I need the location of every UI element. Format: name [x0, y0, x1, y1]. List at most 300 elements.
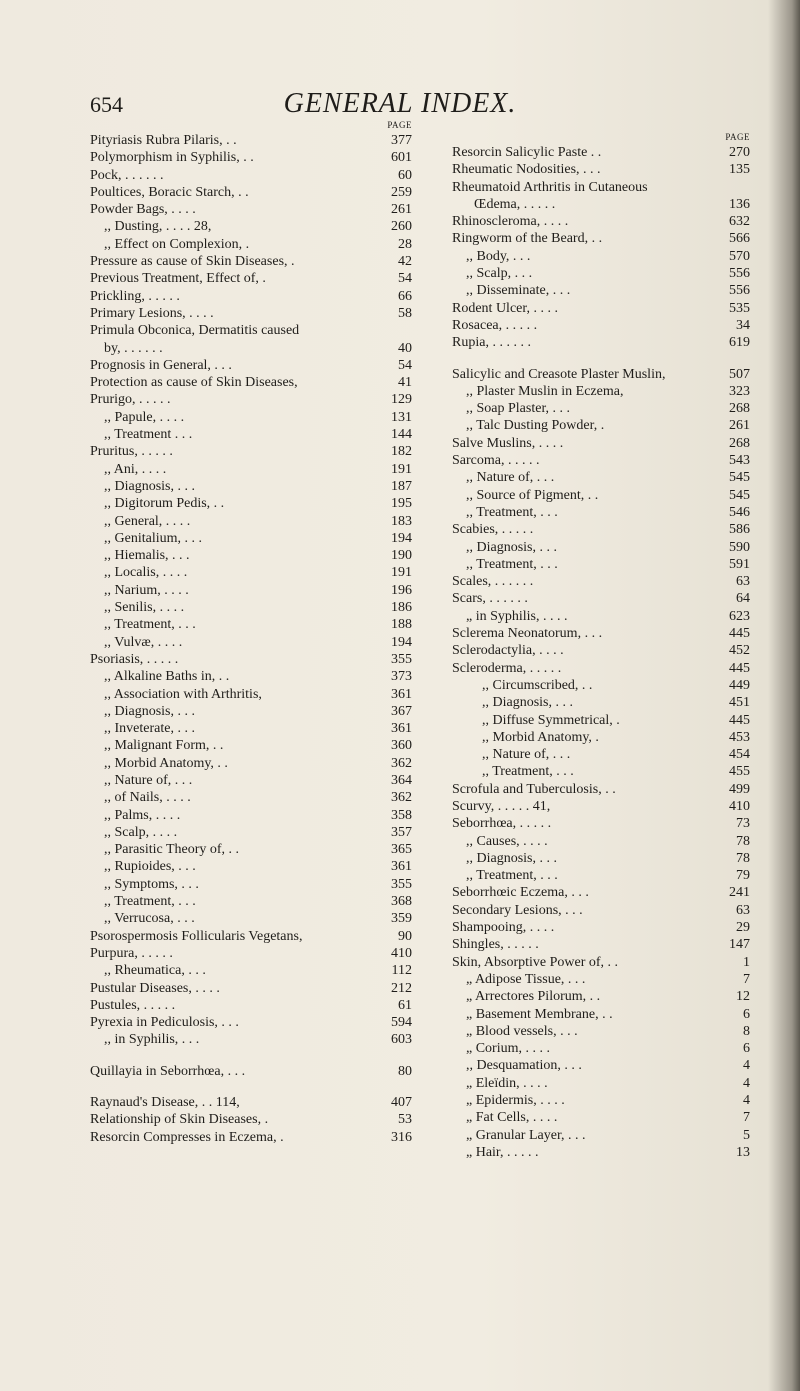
entry-term: ,, Disseminate, . . . [466, 283, 571, 299]
entry-page-ref: 632 [729, 214, 750, 230]
index-entry [90, 841, 422, 858]
entry-term: Primula Obconica, Dermatitis caused [90, 323, 300, 339]
index-entry [452, 230, 790, 247]
entry-term: ,, Senilis, . . . . [104, 600, 185, 616]
entry-page-ref: 601 [391, 150, 412, 166]
index-entry [90, 253, 422, 270]
index-entry [452, 1057, 790, 1074]
index-entry [452, 452, 790, 469]
entry-term: ,, Source of Pigment, . . [466, 487, 599, 503]
entry-term: „ Arrectores Pilorum, . . [466, 989, 601, 1005]
index-entry [90, 461, 422, 478]
entry-term: Rheumatic Nodosities, . . . [452, 162, 601, 178]
entry-page-ref: 355 [391, 651, 412, 667]
entry-term: Rodent Ulcer, . . . . [452, 300, 558, 316]
index-entry [90, 668, 422, 685]
entry-term: ,, Plaster Muslin in Eczema, [466, 383, 624, 399]
entry-term: Scleroderma, . . . . . [452, 660, 562, 676]
entry-term: Resorcin Salicylic Paste . . [452, 145, 602, 160]
entry-term: ,, in Syphilis, . . . [104, 1032, 200, 1048]
entry-term: Salicylic and Creasote Plaster Muslin, [452, 366, 666, 382]
index-entry [452, 1040, 790, 1057]
entry-term: Sclerodactylia, . . . . [452, 643, 564, 659]
entry-page-ref: 453 [729, 729, 750, 745]
index-entry [452, 625, 790, 642]
entry-page-ref: 7 [743, 971, 750, 987]
entry-term: ,, Desquamation, . . . [466, 1058, 582, 1074]
page-column-header: PAGE [725, 132, 750, 142]
index-entry [90, 478, 422, 495]
page-column-header: PAGE [387, 120, 412, 130]
index-entry [90, 651, 422, 668]
entry-page-ref: 40 [398, 340, 412, 356]
entry-page-ref: 188 [391, 617, 412, 633]
entry-term: ,, Vulvæ, . . . . [104, 634, 183, 650]
entry-page-ref: 64 [736, 591, 750, 607]
index-entry [452, 833, 790, 850]
entry-page-ref: 586 [729, 522, 750, 538]
entry-page-ref: 7 [743, 1110, 750, 1126]
index-entry [90, 858, 422, 875]
entry-page-ref: 454 [729, 747, 750, 763]
entry-page-ref: 194 [391, 530, 412, 546]
entry-term: Psorospermosis Follicularis Vegetans, [90, 928, 303, 944]
index-entry [90, 962, 422, 979]
entry-term: ,, Malignant Form, . . [104, 738, 224, 754]
index-entry [90, 634, 422, 651]
entry-page-ref: 28 [398, 236, 412, 252]
entry-term: Rhinoscleroma, . . . . [452, 214, 569, 230]
entry-term: ,, Treatment, . . . [466, 868, 558, 884]
entry-page-ref: 364 [391, 772, 412, 788]
entry-page-ref: 4 [743, 1093, 750, 1109]
index-entry [452, 521, 790, 538]
index-entry [90, 547, 422, 564]
index-entry [452, 608, 790, 625]
entry-page-ref: 359 [391, 911, 412, 927]
entry-page-ref: 570 [729, 248, 750, 264]
index-entry [452, 712, 790, 729]
entry-page-ref: 144 [391, 427, 412, 443]
index-entry [90, 582, 422, 599]
entry-term: Protection as cause of Skin Diseases, [90, 375, 298, 391]
entry-page-ref: 358 [391, 807, 412, 823]
entry-term: ,, Causes, . . . . [466, 833, 548, 849]
index-entry [90, 945, 422, 962]
index-entry [452, 729, 790, 746]
entry-page-ref: 5 [743, 1127, 750, 1143]
index-entry [452, 1144, 790, 1161]
entry-page-ref: 12 [736, 989, 750, 1005]
index-entry [90, 218, 422, 235]
entry-page-ref: 8 [743, 1023, 750, 1039]
entry-term: ,, Symptoms, . . . [104, 876, 199, 892]
index-entry [90, 322, 422, 339]
index-entry [452, 487, 790, 504]
entry-term: ,, Scalp, . . . . [104, 824, 178, 840]
entry-page-ref: 29 [736, 920, 750, 936]
entry-page-ref: 13 [736, 1144, 750, 1160]
index-entry [90, 1111, 422, 1128]
entry-page-ref: 183 [391, 513, 412, 529]
entry-term: Prognosis in General, . . . [90, 357, 232, 373]
index-entry [90, 720, 422, 737]
entry-term: ,, Body, . . . [466, 248, 531, 264]
entry-page-ref: 63 [736, 902, 750, 918]
entry-term: „ Blood vessels, . . . [466, 1023, 578, 1039]
entry-page-ref: 195 [391, 496, 412, 512]
page-number: 654 [90, 92, 123, 117]
index-entry [452, 936, 790, 953]
entry-page-ref: 259 [391, 184, 412, 200]
entry-page-ref: 619 [729, 335, 750, 351]
entry-term: ,, Talc Dusting Powder, . [466, 418, 605, 434]
entry-page-ref: 407 [391, 1095, 412, 1111]
index-column-right [452, 120, 790, 1161]
entry-term: ,, Diagnosis, . . . [104, 703, 195, 719]
entry-page-ref: 499 [729, 781, 750, 797]
index-entry [452, 539, 790, 556]
entry-term: ,, Digitorum Pedis, . . [104, 496, 225, 512]
entry-page-ref: 131 [391, 409, 412, 425]
index-entry [90, 737, 422, 754]
index-entry [452, 677, 790, 694]
index-entry [90, 824, 422, 841]
entry-term: Pityriasis Rubra Pilaris, . . [90, 133, 237, 148]
entry-page-ref: 355 [391, 876, 412, 892]
index-entry [452, 248, 790, 265]
entry-page-ref: 445 [729, 626, 750, 642]
entry-page-ref: 79 [736, 868, 750, 884]
entry-term: ,, Scalp, . . . [466, 266, 533, 282]
index-entry [90, 1014, 422, 1031]
entry-page-ref: 60 [398, 167, 412, 183]
entry-term: Rupia, . . . . . . [452, 335, 531, 351]
index-entry [90, 564, 422, 581]
index-entry [452, 988, 790, 1005]
index-entry [90, 443, 422, 460]
entry-term: ,, Diagnosis, . . . [466, 850, 557, 866]
index-entry [90, 1031, 422, 1048]
entry-term: ,, Effect on Complexion, . [104, 236, 250, 252]
entry-term: ,, Morbid Anatomy, . [482, 729, 599, 745]
index-entry [90, 340, 422, 357]
index-entry [90, 980, 422, 997]
index-entry [90, 513, 422, 530]
entry-page-ref: 63 [736, 574, 750, 590]
index-entry [452, 954, 790, 971]
entry-term: Scabies, . . . . . [452, 522, 534, 538]
entry-page-ref: 53 [398, 1112, 412, 1128]
entry-term: ,, Inveterate, . . . [104, 721, 195, 737]
entry-term: Shampooing, . . . . [452, 920, 555, 936]
index-entry [452, 417, 790, 434]
entry-page-ref: 191 [391, 461, 412, 477]
entry-page-ref: 373 [391, 669, 412, 685]
entry-page-ref: 54 [398, 357, 412, 373]
entry-term: Previous Treatment, Effect of, . [90, 271, 266, 287]
entry-page-ref: 545 [729, 487, 750, 503]
index-entry [452, 317, 790, 334]
index-entry [452, 213, 790, 230]
entry-term: Sarcoma, . . . . . [452, 453, 540, 469]
entry-term: Rheumatoid Arthritis in Cutaneous [452, 179, 648, 195]
entry-term: Œdema, . . . . . [474, 196, 556, 212]
index-entry [452, 196, 790, 213]
index-entry [90, 426, 422, 443]
entry-term: Pressure as cause of Skin Diseases, . [90, 254, 295, 270]
entry-term: ,, Circumscribed, . . [482, 677, 593, 693]
index-entry [90, 703, 422, 720]
entry-page-ref: 78 [736, 833, 750, 849]
entry-term: ,, Hiemalis, . . . [104, 548, 190, 564]
entry-term: Polymorphism in Syphilis, . . [90, 150, 254, 166]
entry-page-ref: 261 [391, 202, 412, 218]
entry-term: ,, Morbid Anatomy, . . [104, 755, 228, 771]
entry-page-ref: 603 [391, 1032, 412, 1048]
entry-term: ,, Narium, . . . . [104, 582, 189, 598]
entry-page-ref: 507 [729, 366, 750, 382]
section-gap [90, 1080, 422, 1094]
index-entry [90, 616, 422, 633]
index-entry [90, 876, 422, 893]
entry-page-ref: 451 [729, 695, 750, 711]
index-entry [90, 495, 422, 512]
entry-term: ,, Treatment, . . . [104, 617, 196, 633]
index-column-left [90, 120, 422, 1146]
entry-page-ref: 361 [391, 859, 412, 875]
entry-term: ,, Association with Arthritis, [104, 686, 262, 702]
index-entry [90, 1094, 422, 1111]
entry-page-ref: 90 [398, 928, 412, 944]
entry-page-ref: 445 [729, 660, 750, 676]
index-entry [452, 300, 790, 317]
entry-term: Primary Lesions, . . . . [90, 305, 214, 321]
entry-page-ref: 449 [729, 677, 750, 693]
entry-term: Pock, . . . . . . [90, 167, 164, 183]
entry-term: Psoriasis, . . . . . [90, 651, 179, 667]
entry-page-ref: 129 [391, 392, 412, 408]
entry-term: Rosacea, . . . . . [452, 317, 538, 333]
entry-page-ref: 42 [398, 254, 412, 270]
entry-list [90, 132, 422, 1146]
entry-page-ref: 196 [391, 582, 412, 598]
entry-page-ref: 241 [729, 885, 750, 901]
entry-term: Scurvy, . . . . . 41, [452, 798, 551, 814]
entry-page-ref: 34 [736, 317, 750, 333]
entry-page-ref: 556 [729, 266, 750, 282]
entry-page-ref: 362 [391, 790, 412, 806]
entry-term: Shingles, . . . . . [452, 937, 539, 953]
entry-page-ref: 147 [729, 937, 750, 953]
entry-list [452, 144, 790, 1161]
index-entry [452, 282, 790, 299]
index-entry [452, 161, 790, 178]
entry-term: ,, Nature of, . . . [104, 772, 193, 788]
index-entry [90, 201, 422, 218]
index-entry [452, 815, 790, 832]
entry-page-ref: 594 [391, 1015, 412, 1031]
index-entry [452, 971, 790, 988]
entry-term: ,, Diagnosis, . . . [466, 539, 557, 555]
entry-page-ref: 212 [391, 980, 412, 996]
entry-term: Relationship of Skin Diseases, . [90, 1112, 269, 1128]
entry-page-ref: 361 [391, 686, 412, 702]
index-entry [90, 772, 422, 789]
index-entry [452, 400, 790, 417]
entry-term: Prickling, . . . . . [90, 288, 180, 304]
entry-term: ,, Treatment . . . [104, 427, 193, 443]
index-entry [90, 599, 422, 616]
index-entry [90, 149, 422, 166]
entry-term: ,, Palms, . . . . [104, 807, 181, 823]
entry-term: „ Eleïdin, . . . . [466, 1075, 548, 1091]
entry-page-ref: 623 [729, 608, 750, 624]
index-entry [452, 504, 790, 521]
entry-term: „ Granular Layer, . . . [466, 1127, 586, 1143]
entry-term: „ in Syphilis, . . . . [466, 608, 568, 624]
entry-term: Ringworm of the Beard, . . [452, 231, 603, 247]
index-entry [452, 1127, 790, 1144]
entry-page-ref: 58 [398, 305, 412, 321]
index-entry [452, 660, 790, 677]
entry-page-ref: 368 [391, 894, 412, 910]
entry-page-ref: 73 [736, 816, 750, 832]
entry-page-ref: 377 [391, 133, 412, 148]
index-entry [90, 374, 422, 391]
index-entry [452, 366, 790, 383]
entry-page-ref: 365 [391, 842, 412, 858]
index-entry [452, 590, 790, 607]
running-title: GENERAL INDEX. [283, 88, 517, 119]
index-entry [90, 1129, 422, 1146]
entry-term: Pustular Diseases, . . . . [90, 980, 220, 996]
entry-term: Pustules, . . . . . [90, 997, 176, 1013]
index-entry [452, 1006, 790, 1023]
index-entry [452, 383, 790, 400]
index-entry [90, 184, 422, 201]
entry-page-ref: 136 [729, 196, 750, 212]
entry-page-ref: 323 [729, 383, 750, 399]
index-entry [90, 391, 422, 408]
entry-page-ref: 270 [729, 145, 750, 160]
index-entry [452, 694, 790, 711]
entry-term: Resorcin Compresses in Eczema, . [90, 1129, 284, 1145]
index-entry [90, 132, 422, 149]
index-entry [452, 435, 790, 452]
index-entry [90, 357, 422, 374]
index-entry [452, 884, 790, 901]
entry-term: ,, Nature of, . . . [466, 470, 555, 486]
entry-page-ref: 112 [391, 963, 412, 979]
entry-page-ref: 410 [729, 798, 750, 814]
entry-term: ,, Papule, . . . . [104, 409, 185, 425]
index-entry [90, 305, 422, 322]
entry-page-ref: 6 [743, 1006, 750, 1022]
entry-page-ref: 187 [391, 478, 412, 494]
entry-term: „ Corium, . . . . [466, 1041, 550, 1057]
entry-page-ref: 261 [729, 418, 750, 434]
entry-page-ref: 260 [391, 219, 412, 235]
index-entry [452, 334, 790, 351]
entry-term: „ Basement Membrane, . . [466, 1006, 613, 1022]
entry-term: Pruritus, . . . . . [90, 444, 173, 460]
index-entry [90, 236, 422, 253]
entry-page-ref: 6 [743, 1041, 750, 1057]
entry-term: ,, of Nails, . . . . [104, 790, 191, 806]
entry-page-ref: 452 [729, 643, 750, 659]
entry-page-ref: 1 [743, 954, 750, 970]
entry-page-ref: 590 [729, 539, 750, 555]
index-entry [452, 642, 790, 659]
entry-page-ref: 361 [391, 721, 412, 737]
entry-page-ref: 556 [729, 283, 750, 299]
entry-term: „ Adipose Tissue, . . . [466, 971, 586, 987]
entry-page-ref: 186 [391, 600, 412, 616]
index-entry [452, 573, 790, 590]
entry-page-ref: 367 [391, 703, 412, 719]
index-entry [452, 1092, 790, 1109]
index-entry [452, 919, 790, 936]
index-entry [452, 1023, 790, 1040]
entry-page-ref: 190 [391, 548, 412, 564]
entry-page-ref: 191 [391, 565, 412, 581]
index-entry [90, 997, 422, 1014]
index-entry [90, 755, 422, 772]
entry-term: „ Epidermis, . . . . [466, 1093, 565, 1109]
index-entry [452, 469, 790, 486]
entry-term: Purpura, . . . . . [90, 945, 173, 961]
entry-term: ,, Soap Plaster, . . . [466, 401, 571, 417]
entry-page-ref: 4 [743, 1075, 750, 1091]
entry-term: ,, Nature of, . . . [482, 747, 571, 763]
entry-page-ref: 410 [391, 945, 412, 961]
entry-term: ,, Treatment, . . . [466, 504, 558, 520]
entry-page-ref: 566 [729, 231, 750, 247]
entry-page-ref: 535 [729, 300, 750, 316]
entry-page-ref: 591 [729, 556, 750, 572]
index-entry [452, 781, 790, 798]
entry-term: Powder Bags, . . . . [90, 202, 196, 218]
entry-term: ,, Rheumatica, . . . [104, 963, 206, 979]
index-entry [90, 530, 422, 547]
index-entry [452, 144, 790, 161]
entry-term: ,, Ani, . . . . [104, 461, 167, 477]
entry-page-ref: 455 [729, 764, 750, 780]
entry-term: Sclerema Neonatorum, . . . [452, 626, 603, 642]
index-entry [452, 746, 790, 763]
entry-term: ,, Diffuse Symmetrical, . [482, 712, 620, 728]
index-entry [452, 867, 790, 884]
entry-term: Secondary Lesions, . . . [452, 902, 583, 918]
index-entry [452, 902, 790, 919]
entry-term: Seborrhœa, . . . . . [452, 816, 552, 832]
entry-term: ,, Treatment, . . . [466, 556, 558, 572]
entry-page-ref: 61 [398, 997, 412, 1013]
index-entry [90, 409, 422, 426]
index-entry [90, 789, 422, 806]
entry-page-ref: 546 [729, 504, 750, 520]
section-gap [452, 352, 790, 366]
index-entry [452, 1109, 790, 1126]
index-entry [452, 556, 790, 573]
entry-term: Scrofula and Tuberculosis, . . [452, 781, 616, 797]
entry-term: Seborrhœic Eczema, . . . [452, 885, 589, 901]
index-entry [90, 1063, 422, 1080]
entry-term: Salve Muslins, . . . . [452, 435, 564, 451]
entry-page-ref: 316 [391, 1129, 412, 1145]
entry-page-ref: 66 [398, 288, 412, 304]
